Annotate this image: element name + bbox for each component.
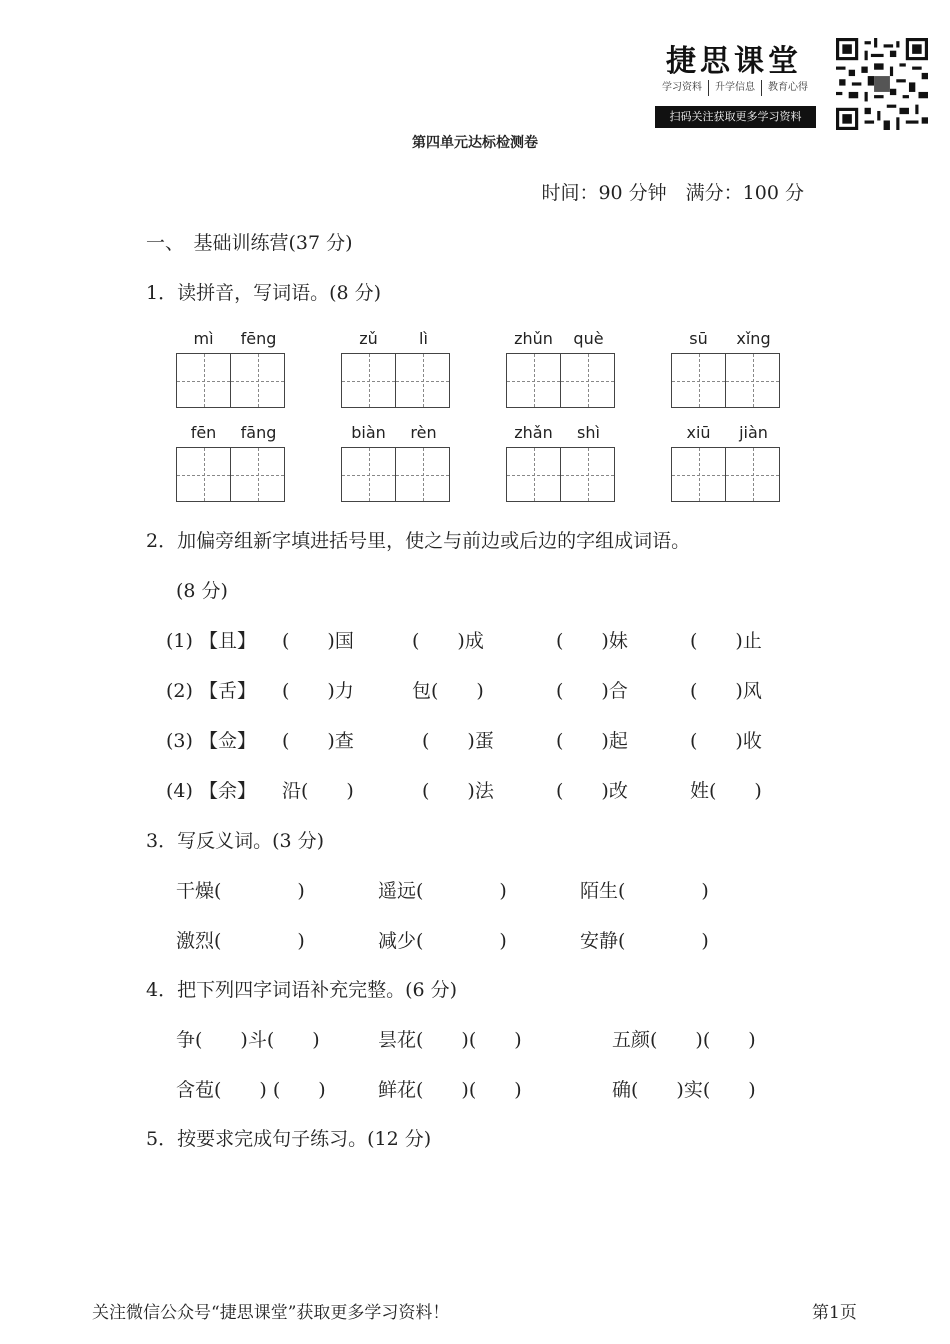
pinyin: jiàn (739, 423, 768, 442)
q2-blank[interactable]: ( )改 (556, 780, 628, 802)
pinyin: xiū (686, 423, 711, 442)
brand-name: 捷思课堂 (666, 44, 802, 79)
pinyin: biàn (351, 423, 386, 442)
writing-cell[interactable] (230, 447, 285, 502)
q2-radical: (1) 【且】 (166, 630, 256, 652)
writing-cell[interactable] (506, 447, 561, 502)
q2-radical: (3) 【佥】 (166, 730, 256, 752)
pinyin-box (671, 423, 781, 502)
exam-title: 第四单元达标检测卷 (412, 135, 538, 151)
pinyin: zhǔn (514, 329, 553, 348)
q2-radical: (4) 【余】 (166, 780, 256, 802)
q2-blank[interactable]: ( )查 (282, 730, 354, 752)
pinyin-box (671, 329, 781, 408)
writing-cell[interactable] (395, 447, 450, 502)
pinyin: lì (419, 329, 428, 348)
q2-blank[interactable]: ( )止 (690, 630, 762, 652)
question-2-label: 2．加偏旁组新字填进括号里，使之与前边或后边的字组成词语。 (146, 530, 691, 552)
pinyin-box (176, 329, 286, 408)
q2-radical: (2) 【舌】 (166, 680, 256, 702)
writing-cell[interactable] (341, 353, 396, 408)
brand-slogan: 扫码关注获取更多学习资料 (655, 106, 816, 128)
antonym-blank[interactable]: 安静( ) (580, 930, 709, 952)
q2-blank[interactable]: ( )收 (690, 730, 762, 752)
pinyin: zǔ (359, 329, 378, 348)
pinyin: xǐng (736, 329, 771, 348)
q2-blank[interactable]: ( )成 (412, 630, 484, 652)
footer-note: 关注微信公众号“捷思课堂”获取更多学习资料！ (92, 1303, 450, 1323)
q2-blank[interactable]: ( )起 (556, 730, 628, 752)
pinyin: mì (193, 329, 214, 348)
brand-link: 教育心得 (768, 82, 808, 93)
question-3-label: 3．写反义词。(3 分) (146, 830, 325, 852)
q2-blank[interactable]: ( )蛋 (422, 730, 494, 752)
pinyin: fāng (240, 423, 277, 442)
pinyin: fēn (190, 423, 217, 442)
q2-blank[interactable]: ( )国 (282, 630, 354, 652)
antonym-blank[interactable]: 干燥( ) (176, 880, 305, 902)
idiom-blank[interactable]: 鲜花( )( ) (378, 1079, 522, 1101)
writing-cell[interactable] (671, 353, 726, 408)
pinyin-box (176, 423, 286, 502)
writing-cell[interactable] (506, 353, 561, 408)
q2-blank[interactable]: 沿( ) (282, 780, 354, 802)
pinyin-box (506, 329, 616, 408)
idiom-blank[interactable]: 含苞( ) ( ) (176, 1079, 326, 1101)
q2-blank[interactable]: ( )法 (422, 780, 494, 802)
pinyin-box (341, 329, 451, 408)
q2-blank[interactable]: ( )合 (556, 680, 628, 702)
writing-cell[interactable] (725, 447, 780, 502)
idiom-blank[interactable]: 争( )斗( ) (176, 1029, 320, 1051)
exam-meta: 时间：90 分钟 满分：100 分 (541, 182, 804, 204)
question-2-score: (8 分) (176, 580, 228, 602)
qr-code-icon (836, 38, 928, 130)
q2-blank[interactable]: ( )妹 (556, 630, 628, 652)
writing-cell[interactable] (395, 353, 450, 408)
page-number: 第1页 (812, 1303, 857, 1323)
antonym-blank[interactable]: 减少( ) (378, 930, 507, 952)
idiom-blank[interactable]: 昙花( )( ) (378, 1029, 522, 1051)
q2-blank[interactable]: ( )力 (282, 680, 354, 702)
q2-blank[interactable]: ( )风 (690, 680, 762, 702)
pinyin-box (341, 423, 451, 502)
q2-blank[interactable]: 姓( ) (690, 780, 762, 802)
brand-link: 升学信息 (709, 80, 762, 96)
antonym-blank[interactable]: 陌生( ) (580, 880, 709, 902)
pinyin: rèn (410, 423, 437, 442)
pinyin: sū (689, 329, 708, 348)
q2-blank[interactable]: 包( ) (412, 680, 484, 702)
pinyin: què (573, 329, 604, 348)
writing-cell[interactable] (176, 353, 231, 408)
writing-cell[interactable] (230, 353, 285, 408)
section-heading: 一、 基础训练营(37 分) (146, 232, 353, 254)
writing-cell[interactable] (341, 447, 396, 502)
antonym-blank[interactable]: 遥远( ) (378, 880, 507, 902)
pinyin: shì (577, 423, 600, 442)
writing-cell[interactable] (671, 447, 726, 502)
pinyin-box (506, 423, 616, 502)
question-4-label: 4．把下列四字词语补充完整。(6 分) (146, 979, 458, 1001)
question-1-label: 1．读拼音，写词语。(8 分) (146, 282, 382, 304)
writing-cell[interactable] (176, 447, 231, 502)
question-5-label: 5．按要求完成句子练习。(12 分) (146, 1128, 432, 1150)
pinyin: fēng (240, 329, 277, 348)
pinyin: zhǎn (514, 423, 553, 442)
idiom-blank[interactable]: 确( )实( ) (612, 1079, 756, 1101)
writing-cell[interactable] (560, 353, 615, 408)
idiom-blank[interactable]: 五颜( )( ) (612, 1029, 756, 1051)
writing-cell[interactable] (725, 353, 780, 408)
antonym-blank[interactable]: 激烈( ) (176, 930, 305, 952)
brand-link: 学习资料 (656, 80, 709, 96)
brand-links (656, 80, 814, 96)
writing-cell[interactable] (560, 447, 615, 502)
